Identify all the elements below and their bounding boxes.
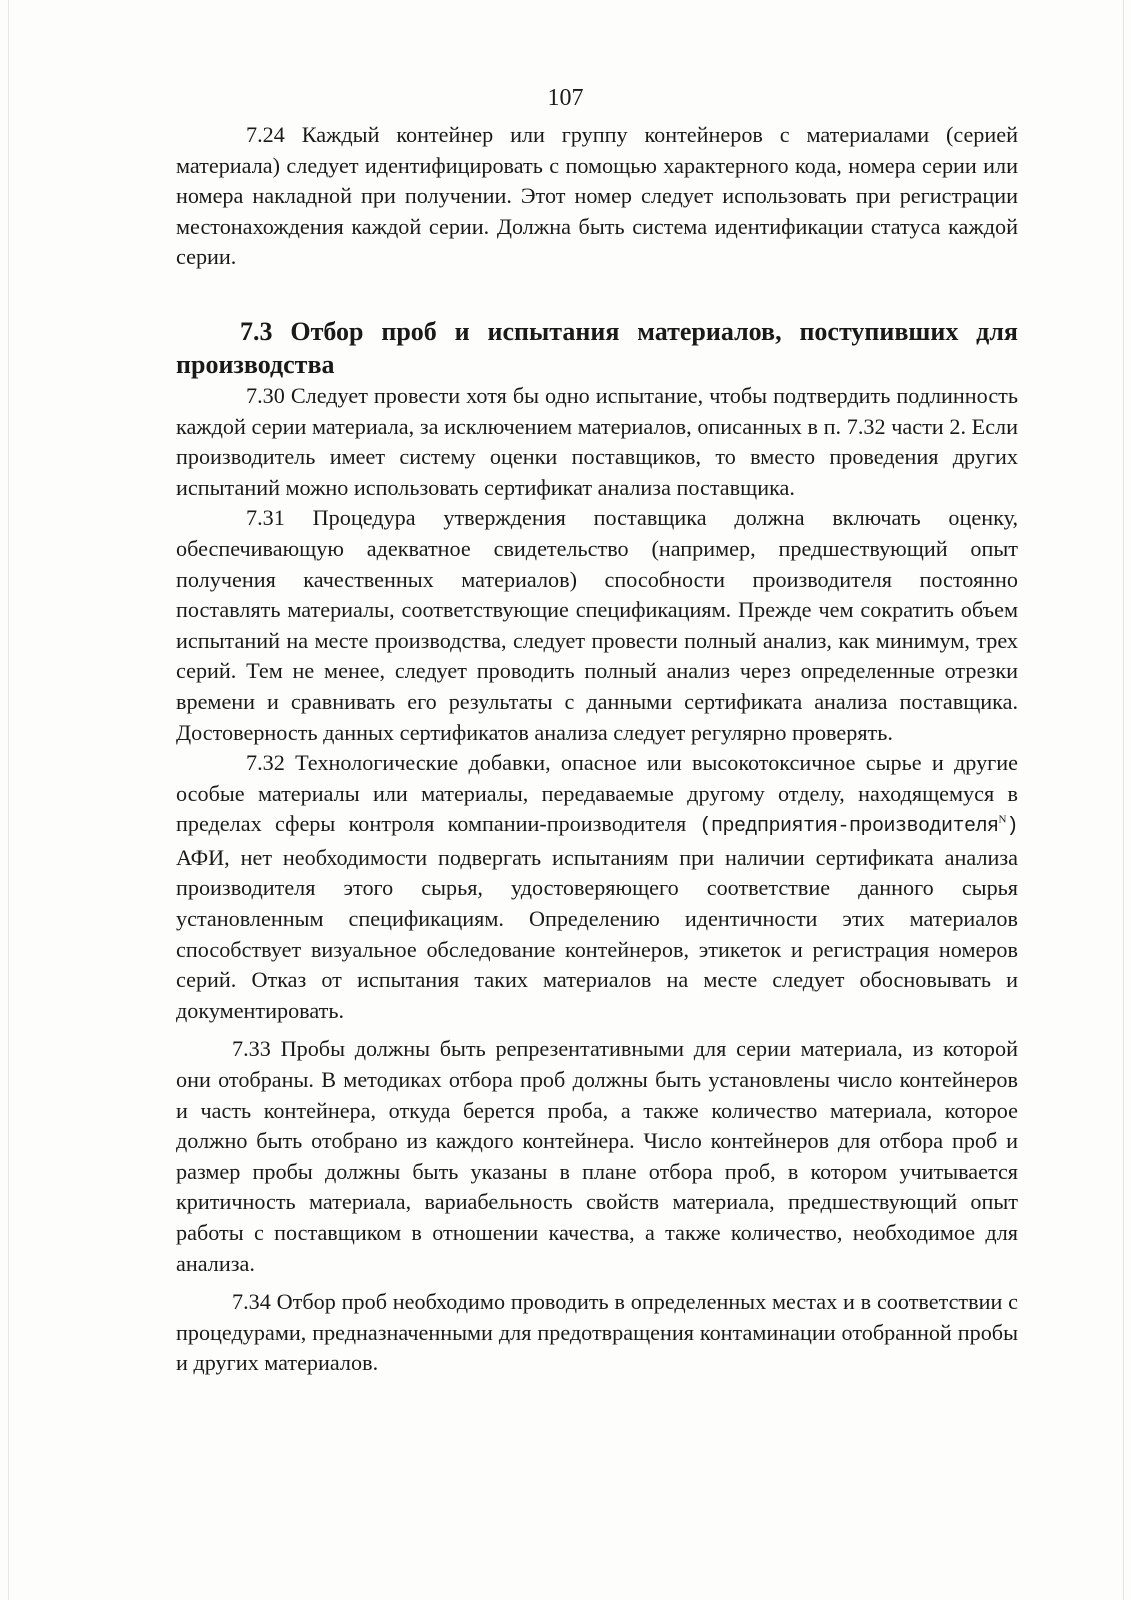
paragraph-7-33: 7.33 Пробы должны быть репрезентативными для серии материала, из которой они отобраны. В методиках отбора проб должны быть установлены число контейнеров и часть контейнера, откуда берется проба, а также количество материала, которое должно быть отобрано из каждого контейнера. Число контейнеров для отбора проб и размер пробы должны быть указаны в плане отбора проб, в котором учитывается критичность материала, вариабельность свойств материала, предшествующий опыт работы с поставщиком в отношении качества, а также количество, необходимое для анализа. bbox=[176, 1036, 1018, 1276]
paragraph-7-32-mono-term: (предприятия-производителя bbox=[699, 815, 999, 839]
page-body bbox=[176, 120, 1018, 1379]
paragraph-7-34: 7.34 Отбор проб необходимо проводить в определенных местах и в соответствии с процедурами, предназначенными для предотвращения контаминации отобранной пробы и других материалов. bbox=[176, 1289, 1018, 1376]
paragraph-7-31: 7.31 Процедура утверждения поставщика должна включать оценку, обеспечивающую адекватное свидетельство (например, предшествующий опыт получения качественных материалов) способности производителя постоянно поставлять материалы, соответствующие спецификациям. Прежде чем сократить объем испытаний на месте производства, следует провести полный анализ, как минимум, трех серий. Тем не менее, следует проводить полный анализ через определенные отрезки времени и сравнивать его результаты с данными сертификата анализа поставщика. Достоверность данных сертификатов анализа следует регулярно проверять. bbox=[176, 505, 1018, 745]
paragraph-7-24: 7.24 Каждый контейнер или группу контейнеров с материалами (серией материала) следует идентифицировать с помощью характерного кода, номера серии или номера накладной при получении. Этот номер следует использовать при регистрации местонахождения каждой серии. Должна быть система идентификации статуса каждой серии. bbox=[176, 122, 1018, 270]
scan-edge-right bbox=[1123, 0, 1124, 1600]
paragraph-7-32 bbox=[176, 748, 1018, 1026]
page-number: 107 bbox=[547, 85, 584, 111]
paragraph-7-32-text-a: 7.32 Технологические добавки, опасное или высокотоксичное сырье и другие особые материалы или материалы, передаваемые другому отделу, находящемуся в пределах сферы контроля компании-производителя bbox=[176, 750, 1018, 837]
section-title-7-3: 7.3 Отбор проб и испытания материалов, поступивших для производства bbox=[176, 316, 1018, 379]
paragraph-7-32-text-b: АФИ, нет необходимости подвергать испытаниям при наличии сертификата анализа производителя этого сырья, удостоверяющего соответствие данного сырья установленным спецификациям. Определению идентичности этих материалов способствует визуальное обследование контейнеров, этикеток и регистрация номеров серий. Отказ от испытания таких материалов на месте следует обосновывать и документировать. bbox=[176, 844, 1018, 1023]
scan-edge-left bbox=[8, 0, 9, 1600]
paragraph-7-30: 7.30 Следует провести хотя бы одно испытание, чтобы подтвердить подлинность каждой серии материала, за исключением материалов, описанных в п. 7.32 части 2. Если производитель имеет систему оценки поставщиков, то вместо проведения других испытаний можно использовать сертификат анализа поставщика. bbox=[176, 382, 1018, 500]
paragraph-7-32-mono-close: ) bbox=[1006, 815, 1018, 839]
footnote-marker-n: N bbox=[998, 813, 1007, 826]
